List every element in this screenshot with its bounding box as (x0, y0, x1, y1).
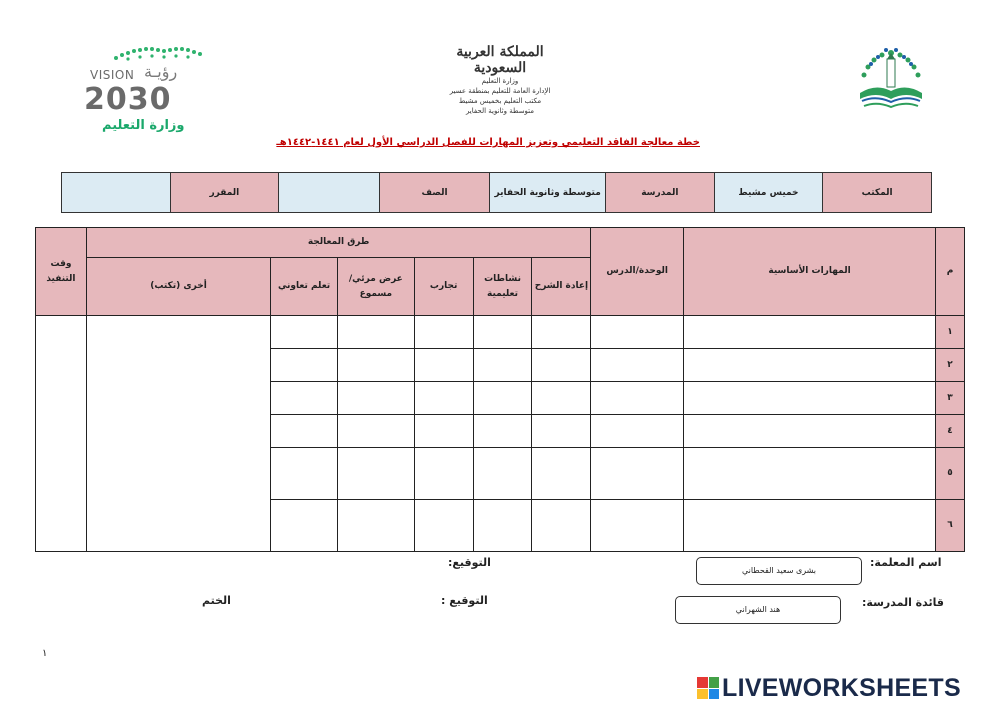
table-cell[interactable] (473, 382, 532, 415)
header-execution-time: وقت التنفيذ (36, 228, 87, 316)
subject-value-cell[interactable] (62, 173, 171, 213)
grade-label-cell: الصف (379, 173, 490, 213)
table-cell[interactable] (684, 316, 936, 349)
table-cell[interactable] (271, 448, 338, 500)
table-cell[interactable] (337, 316, 414, 349)
row-number: ٦ (936, 500, 965, 552)
school-label-cell: المدرسة (605, 173, 714, 213)
table-cell[interactable] (591, 316, 684, 349)
page-number: ١ (42, 648, 48, 659)
row-number: ٥ (936, 448, 965, 500)
info-table (61, 172, 932, 213)
teacher-signature-label: التوقيع: (448, 556, 491, 569)
header-unit-lesson: الوحدة/الدرس (591, 228, 684, 316)
table-cell[interactable] (473, 415, 532, 448)
teacher-name-label: اسم المعلمة: (870, 556, 942, 569)
table-cell[interactable] (532, 382, 591, 415)
table-cell[interactable] (591, 382, 684, 415)
header-line-2: الإدارة العامة للتعليم بمنطقة عسير (449, 87, 551, 95)
table-cell[interactable] (591, 500, 684, 552)
header-cooperative: تعلم تعاوني (271, 258, 338, 316)
subject-label-cell: المقرر (170, 173, 279, 213)
principal-label: قائدة المدرسة: (862, 596, 944, 609)
table-cell[interactable] (591, 415, 684, 448)
treatment-plan-table (35, 227, 965, 552)
table-cell[interactable] (337, 415, 414, 448)
vision-latin-text: VISION (90, 68, 135, 82)
table-cell[interactable] (532, 448, 591, 500)
liveworksheets-logo-icon (697, 677, 719, 699)
execution-time-cell[interactable] (36, 316, 87, 552)
vision-arabic-text: رؤيـة (144, 62, 178, 81)
table-cell[interactable] (684, 448, 936, 500)
table-cell[interactable] (271, 349, 338, 382)
liveworksheets-watermark (697, 673, 961, 703)
header-line-3: مكتب التعليم بخميس مشيط (458, 97, 542, 105)
row-number: ٣ (936, 382, 965, 415)
table-cell[interactable] (684, 382, 936, 415)
header-treatment-methods: طرق المعالجة (86, 228, 590, 258)
seal-label: الختم (202, 594, 231, 607)
table-cell[interactable] (532, 500, 591, 552)
principal-signature-label: التوقيع : (441, 594, 488, 607)
table-cell[interactable] (337, 349, 414, 382)
table-cell[interactable] (271, 415, 338, 448)
teacher-name-field[interactable]: بشرى سعيد القحطاني (696, 557, 862, 585)
liveworksheets-text: LIVEWORKSHEETS (722, 673, 961, 702)
header-line-1: وزارة التعليم (481, 77, 519, 85)
school-value-cell: متوسطة وثانوية الحفاير (490, 173, 606, 213)
header-line-4: متوسطة وثانوية الحفاير (465, 107, 535, 115)
plan-title: خطة معالجة الفاقد التعليمي وتعزيز المهارات للفصل الدراسي الأول لعام ١٤٤١-١٤٤٢هـ (276, 137, 700, 148)
header-audiovisual: عرض مرئي/مسموع (337, 258, 414, 316)
table-cell[interactable] (337, 500, 414, 552)
table-cell[interactable] (337, 382, 414, 415)
table-cell[interactable] (337, 448, 414, 500)
table-cell[interactable] (414, 349, 473, 382)
table-cell[interactable] (532, 316, 591, 349)
header-experiments: تجارب (414, 258, 473, 316)
table-cell[interactable] (591, 448, 684, 500)
table-cell[interactable] (271, 382, 338, 415)
table-cell[interactable] (684, 415, 936, 448)
table-cell[interactable] (532, 349, 591, 382)
ministry-text: وزارة التعليم (102, 118, 185, 133)
row-number: ٢ (936, 349, 965, 382)
row-number: ١ (936, 316, 965, 349)
table-cell[interactable] (684, 500, 936, 552)
table-cell[interactable] (473, 500, 532, 552)
table-cell[interactable] (271, 500, 338, 552)
kingdom-title: المملكة العربية السعودية (456, 44, 544, 76)
row-number: ٤ (936, 415, 965, 448)
table-cell[interactable] (414, 500, 473, 552)
principal-name-field[interactable]: هند الشهراني (675, 596, 841, 624)
table-cell[interactable] (473, 448, 532, 500)
vision-2030-logo (82, 42, 212, 133)
vision-year: 2030 (84, 82, 172, 117)
grade-value-cell[interactable] (279, 173, 380, 213)
header-activities: نشاطات تعليمية (473, 258, 532, 316)
header-number: م (936, 228, 965, 316)
table-cell[interactable] (532, 415, 591, 448)
table-cell[interactable] (414, 415, 473, 448)
header-basic-skills: المهارات الأساسية (684, 228, 936, 316)
header-re-explain: إعادة الشرح (532, 258, 591, 316)
kingdom-header (430, 44, 570, 116)
office-value-cell: خميس مشيط (714, 173, 823, 213)
table-cell[interactable] (473, 316, 532, 349)
table-cell[interactable] (414, 316, 473, 349)
table-cell[interactable] (414, 448, 473, 500)
table-cell[interactable] (271, 316, 338, 349)
header-other: أخرى (تكتب) (86, 258, 270, 316)
office-label-cell: المكتب (823, 173, 932, 213)
table-cell[interactable] (414, 382, 473, 415)
education-office-logo-icon (846, 45, 936, 120)
table-cell[interactable] (684, 349, 936, 382)
table-cell[interactable] (591, 349, 684, 382)
other-methods-cell[interactable] (86, 316, 270, 552)
table-cell[interactable] (473, 349, 532, 382)
